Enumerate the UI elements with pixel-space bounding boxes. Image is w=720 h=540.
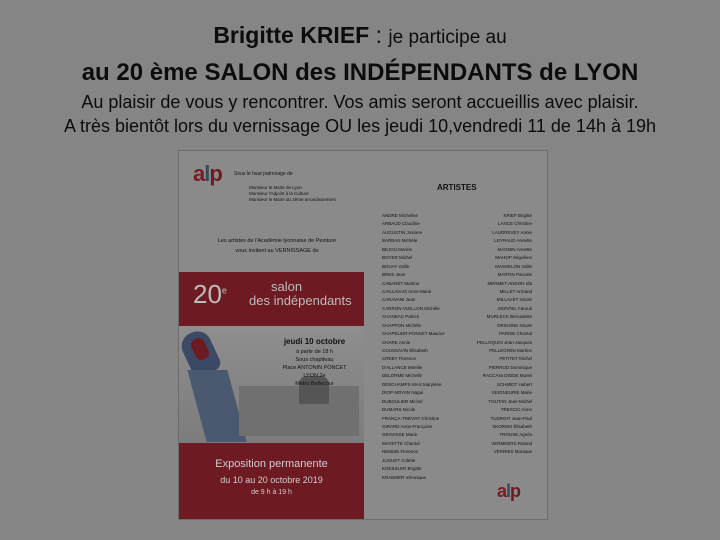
banner-salon: salon des indépendants <box>249 279 352 308</box>
artist-row <box>382 356 532 364</box>
event-flyer <box>178 150 548 520</box>
invitation-line: Au plaisir de vous y rencontrer. Vos amis seront accueillis avec plaisir. <box>81 92 639 112</box>
artist-name-cell: CABARET Martine <box>382 280 420 286</box>
artist-name-cell: D'ALLANCE Mireille <box>382 364 423 370</box>
artist-row <box>382 390 532 398</box>
artist-name-cell: JUGUET Colette <box>382 457 416 463</box>
banner-number: 20e <box>193 279 227 309</box>
artist-name-cell: ORIGONE Nicole <box>496 322 532 328</box>
artist-name-cell: SEIGNEURIE Marie <box>491 390 532 396</box>
artist-row <box>382 264 532 272</box>
artist-name-cell: CARAVANI Jean <box>382 297 416 303</box>
artist-row <box>382 314 532 322</box>
artist-row <box>382 238 532 246</box>
salon-title: au 20 ème SALON des INDÉPENDANTS de LYON <box>81 59 639 86</box>
artist-name-cell: PELLEGRINI Martine <box>489 348 532 353</box>
artist-name-cell: KRIEF Brigitte <box>503 213 532 218</box>
artist-name-cell: KOESSLER Brigitte <box>382 466 422 472</box>
artist-name-cell: ANDRE Micheline <box>382 213 419 218</box>
artist-row <box>382 272 532 280</box>
artist-name-cell: CARRON-VIZILLON Michèle <box>382 305 440 311</box>
patron-list: Monsieur le Maire de Lyon Monsieur l'Adjoint à la Culture Monsieur le Maire du 2ème arrondissement <box>249 185 336 202</box>
artist-name-cell: RACCANI DIODE Muriel <box>482 373 532 379</box>
artist-name-cell: ARBAUD Claudine <box>382 221 420 227</box>
artist-row <box>382 407 532 415</box>
artist-row <box>382 399 532 407</box>
artist-name-cell: CHARE Annie <box>382 339 411 345</box>
paint-stream <box>187 370 246 442</box>
artist-name-cell: PIERROD Dominique <box>488 364 532 370</box>
artist-name-cell: DIOP-NOYAN Nagui <box>382 390 424 396</box>
artist-name-cell: VERMEERS Roland <box>491 440 532 446</box>
artist-name-cell: DUBOULIER Michel <box>382 398 423 404</box>
invite-text: Les artistes de l'Académie lyonnaise de Peinture vous invitent au VERNISSAGE du <box>217 238 337 254</box>
artist-name-cell: VERRIES Monique <box>493 449 532 455</box>
artist-name-cell: MARTIN Pascale <box>497 272 532 278</box>
artist-name-cell: LEYRAUD Annette <box>494 238 532 244</box>
artist-name-cell: BRES Jean <box>382 272 406 278</box>
artist-name-cell: PELLOQUIN Jean-Jacques <box>476 339 532 345</box>
artist-name-cell: LANCE Christine <box>497 221 532 227</box>
slide-heading-line1 <box>0 22 720 49</box>
artist-name-cell: CHAPPON Michèle <box>382 322 422 328</box>
artist-row <box>382 340 532 348</box>
artist-row <box>382 432 532 440</box>
expo-banner: Exposition permanente du 10 au 20 octobre 2019 de 9 h à 19 h <box>179 443 364 519</box>
salon-banner <box>179 272 364 326</box>
artist-name-cell: SKORSKI Élisabeth <box>492 423 532 429</box>
artist-row <box>382 416 532 424</box>
artist-name-cell: GRAVISSE Marie <box>382 432 418 438</box>
artist-row <box>382 323 532 331</box>
artist-name-cell: FRANÇA-TREVOT Christine <box>382 415 440 421</box>
artist-row <box>382 441 532 449</box>
artist-name-cell: CHANEAC Patrick <box>382 314 420 320</box>
artist-row <box>382 289 532 297</box>
artist-name-cell: AUGUSTIN Josiane <box>382 229 423 235</box>
artist-name-cell: GIRARD Anne-Françoise <box>382 423 433 429</box>
artist-name-cell: CREBY Florence <box>382 356 417 362</box>
artist-name-cell: MILLAVET Nicole <box>496 297 532 303</box>
alp-logo-small: alp <box>497 481 521 501</box>
artist-name-cell: DESCHAMPS-MAS Marylène <box>382 381 442 387</box>
artist-row <box>382 331 532 339</box>
artist-name-cell: MAHOP Ségolène <box>495 255 532 261</box>
artist-name-cell: TOUTAN Jean-Michel <box>488 398 532 404</box>
artist-name-cell: MAGNIN Annette <box>497 246 532 252</box>
alp-logo: alp <box>193 161 222 186</box>
artist-row <box>382 348 532 356</box>
patronage-label: Sous le haut patronage de <box>234 171 293 177</box>
artist-name-cell: BOYER Michel <box>382 255 413 261</box>
artist-row <box>382 373 532 381</box>
artist-name-cell: BEJOU Marine <box>382 246 413 252</box>
artist-name-cell: TUDROIT Jean-Paul <box>490 415 532 421</box>
separator: : <box>369 22 389 48</box>
artist-name-cell: PETITET Michel <box>499 356 532 362</box>
artist-name-cell: MAYETTE Chantal <box>382 440 420 446</box>
artist-name-cell: LAUDREVEY Annie <box>492 229 532 235</box>
artist-name-cell: BARBAN Michèle <box>382 238 418 244</box>
artist-name-cell: TRESCIC Anne <box>500 407 532 413</box>
artist-row <box>382 221 532 229</box>
artist-row <box>382 281 532 289</box>
artist-name-cell: KRAEMER Véronique <box>382 474 427 480</box>
artist-row <box>382 458 532 466</box>
artist-row <box>382 382 532 390</box>
event-details: jeudi 10 octobre à partir de 18 h Sous chapiteau Place ANTONIN PONCET LYON 2e Métro Bellecour <box>282 337 347 387</box>
artist-name-cell: CAILLAVAIS Anne-Marie <box>382 288 432 294</box>
artist-row <box>382 306 532 314</box>
participation-text: je participe au <box>388 27 507 48</box>
artist-name-cell: NEMISE Florence <box>382 449 419 455</box>
artist-row <box>382 424 532 432</box>
artist-row <box>382 230 532 238</box>
artist-name-cell: MONTEL Farouk <box>498 305 532 311</box>
artist-name-cell: MILLET Armand <box>499 288 532 294</box>
artist-row <box>382 255 532 263</box>
artist-row <box>382 213 532 221</box>
artist-row <box>382 365 532 373</box>
artist-name-cell: MERMET-ANDON Ida <box>487 280 532 286</box>
artist-name-cell: SCHMIDT Hubert <box>496 381 532 387</box>
artist-row <box>382 247 532 255</box>
flyer-left-panel <box>179 151 364 519</box>
artist-name-cell: TROUSE Agnès <box>499 432 532 438</box>
artist-name-cell: PARISE Chantal <box>499 331 532 337</box>
artist-name-cell: MASSELON Odile <box>495 263 532 269</box>
artists-heading: ARTISTES <box>437 183 477 192</box>
artists-list <box>382 213 532 483</box>
artist-name-cell: COUSSAVIN Élisabeth <box>382 348 428 353</box>
artist-row <box>382 297 532 305</box>
artist-name: Brigitte KRIEF <box>213 22 370 48</box>
artist-name-cell: MURLECK Bernadette <box>486 314 532 320</box>
artist-row <box>382 466 532 474</box>
artist-row <box>382 449 532 457</box>
artist-name-cell: CHAPELIER-PONSET Maurice <box>382 331 445 337</box>
schedule-line: A très bientôt lors du vernissage OU les jeudi 10,vendredi 11 de 14h à 19h <box>63 116 657 136</box>
artist-name-cell: DELORME Michelle <box>382 373 423 379</box>
artist-name-cell: BOUAY Odile <box>382 263 410 269</box>
artist-name-cell: DUMARS Nicole <box>382 407 416 413</box>
